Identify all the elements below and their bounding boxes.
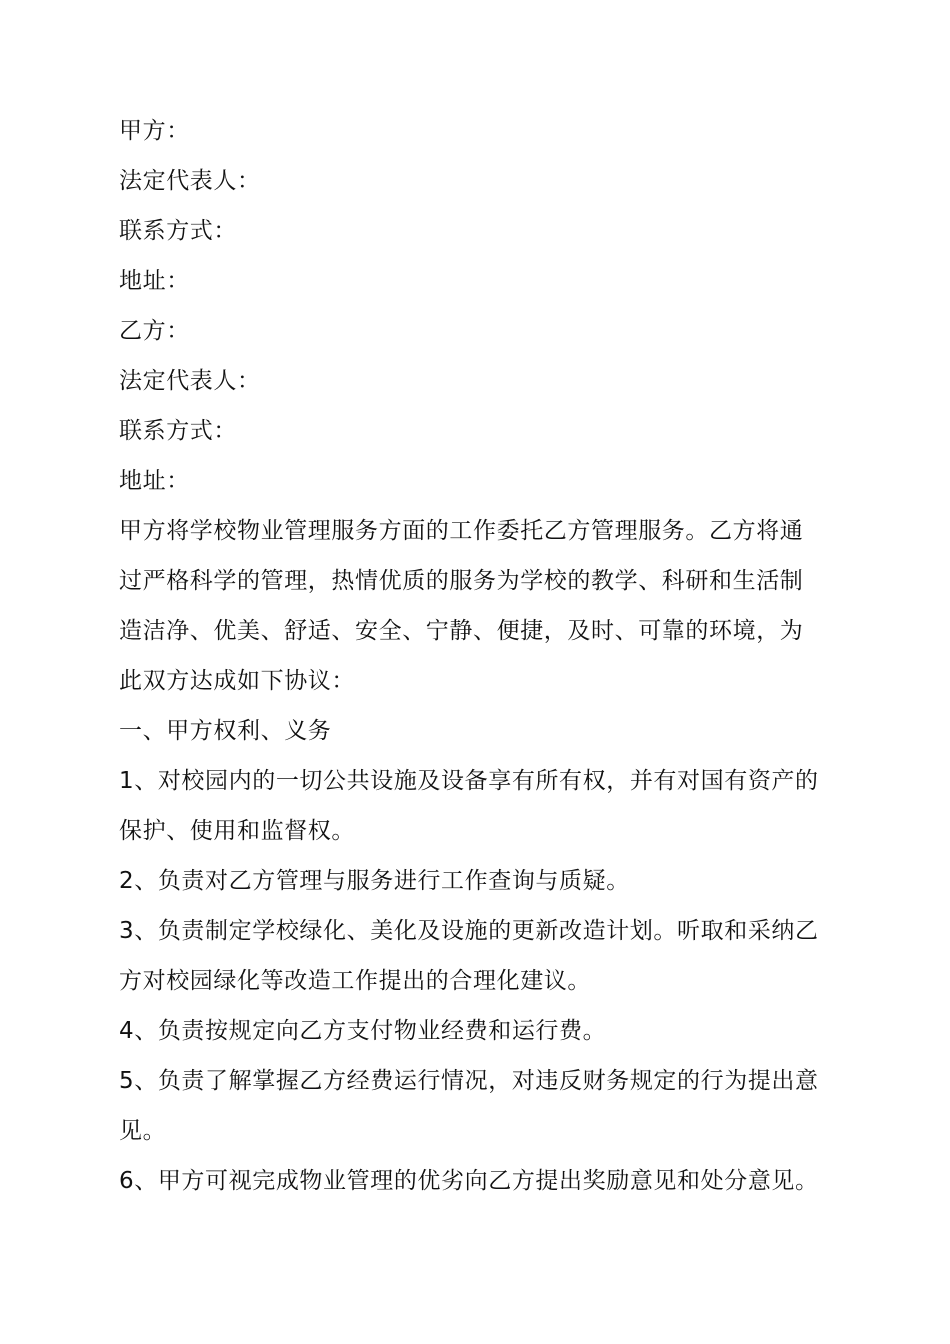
list-item-4: 4、负责按规定向乙方支付物业经费和运行费。 <box>119 1018 607 1044</box>
list-item-3-continued: 方对校园绿化等改造工作提出的合理化建议。 <box>119 968 591 994</box>
party-a-contact: 联系方式： <box>119 218 237 244</box>
party-b-representative: 法定代表人： <box>119 368 261 394</box>
party-a-label: 甲方： <box>119 118 190 144</box>
intro-paragraph-line: 过严格科学的管理，热情优质的服务为学校的教学、科研和生活制 <box>119 568 804 594</box>
list-item-6: 6、甲方可视完成物业管理的优劣向乙方提出奖励意见和处分意见。 <box>119 1168 819 1194</box>
list-item-5-continued: 见。 <box>119 1118 167 1144</box>
party-a-representative: 法定代表人： <box>119 168 261 194</box>
party-b-label: 乙方： <box>119 318 190 344</box>
list-item-3: 3、负责制定学校绿化、美化及设施的更新改造计划。听取和采纳乙 <box>119 918 819 944</box>
intro-paragraph-line: 甲方将学校物业管理服务方面的工作委托乙方管理服务。乙方将通 <box>119 518 804 544</box>
list-item-1: 1、对校园内的一切公共设施及设备享有所有权，并有对国有资产的 <box>119 768 819 794</box>
list-item-2: 2、负责对乙方管理与服务进行工作查询与质疑。 <box>119 868 630 894</box>
party-b-contact: 联系方式： <box>119 418 237 444</box>
list-item-5: 5、负责了解掌握乙方经费运行情况，对违反财务规定的行为提出意 <box>119 1068 819 1094</box>
section-heading: 一、甲方权利、义务 <box>119 718 332 744</box>
list-item-1-continued: 保护、使用和监督权。 <box>119 818 355 844</box>
intro-paragraph-line: 造洁净、优美、舒适、安全、宁静、便捷，及时、可靠的环境，为 <box>119 618 804 644</box>
party-b-address: 地址： <box>119 468 190 494</box>
intro-paragraph-line: 此双方达成如下协议： <box>119 668 355 694</box>
document-body <box>119 106 835 1206</box>
party-a-address: 地址： <box>119 268 190 294</box>
